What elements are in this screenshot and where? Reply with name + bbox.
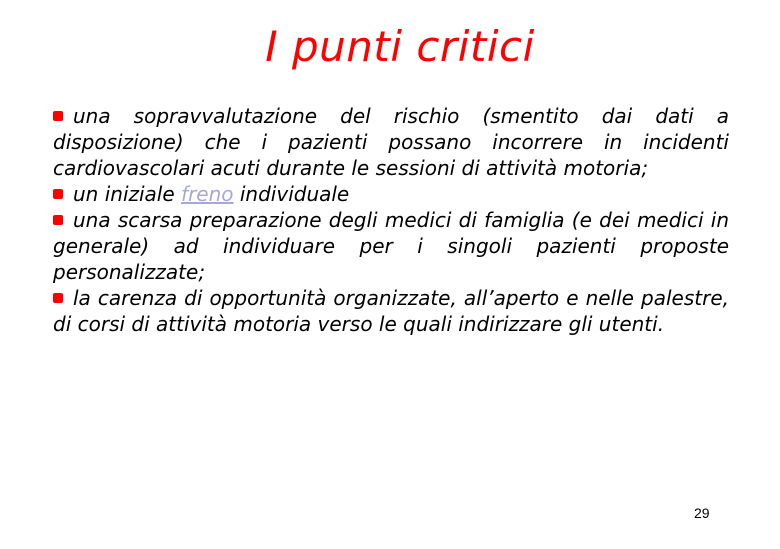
bullet-text-2-before: un iniziale <box>73 182 175 206</box>
bullet-item-2 <box>53 181 729 207</box>
bullet-marker-icon <box>53 111 63 121</box>
bullet-text-4: la carenza di opportunità organizzate, all’aperto e nelle palestre, di corsi di attività motoria verso le quali indirizzare gli utenti. <box>53 286 729 336</box>
bullet-text-3: una scarsa preparazione degli medici di famiglia (e dei medici in generale) ad individuare per i singoli pazienti proposte personalizzate; <box>53 208 729 284</box>
freno-link[interactable]: freno <box>181 182 234 206</box>
bullet-item-1 <box>53 103 729 181</box>
bullet-item-3 <box>53 207 729 285</box>
slide-title: I punti critici <box>265 22 535 71</box>
bullet-list <box>53 103 729 337</box>
bullet-marker-icon <box>53 189 63 199</box>
bullet-text-2-after: individuale <box>239 182 350 206</box>
bullet-marker-icon <box>53 215 63 225</box>
bullet-text-1: una sopravvalutazione del rischio (smentito dai dati a disposizione) che i pazienti possano incorrere in incidenti cardiovascolari acuti durante le sessioni di attività motoria; <box>53 104 729 180</box>
page-number: 29 <box>694 505 710 521</box>
bullet-marker-icon <box>53 293 63 303</box>
bullet-item-4 <box>53 285 729 337</box>
